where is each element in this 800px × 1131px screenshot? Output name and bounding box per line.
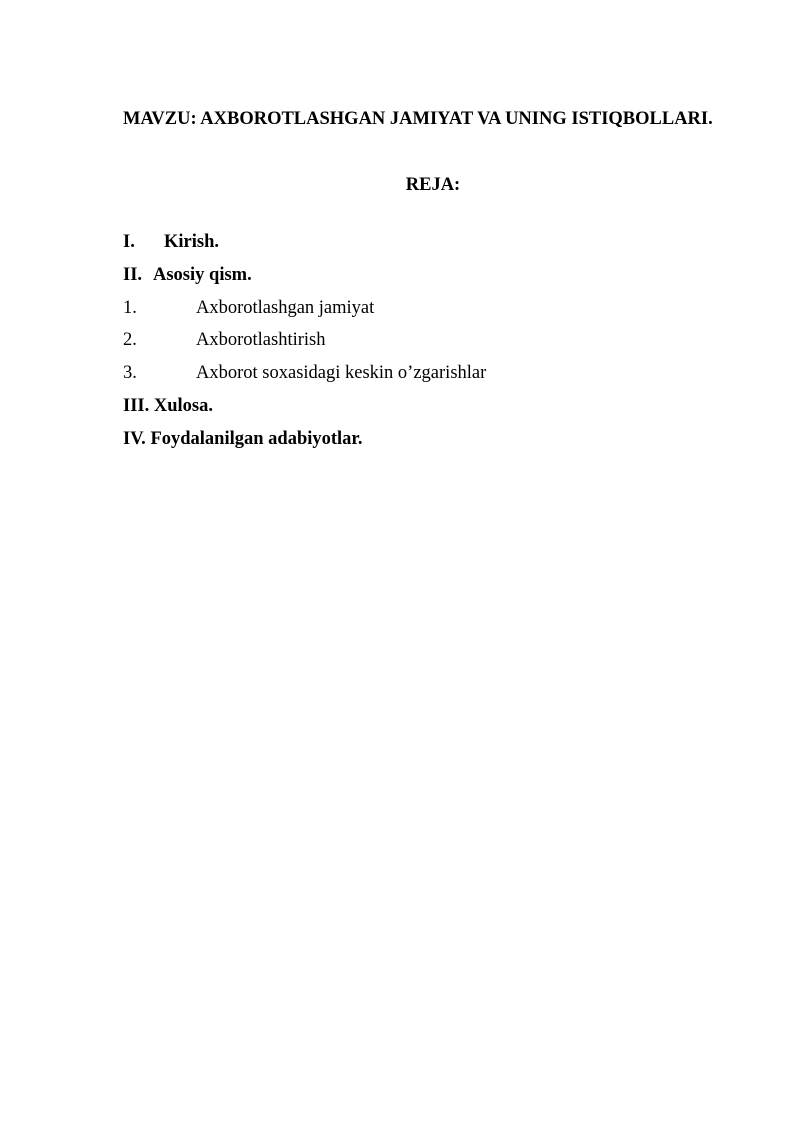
outline-item-references bbox=[123, 427, 723, 460]
outline-number: 2. bbox=[123, 330, 137, 351]
plan-heading: REJA: bbox=[405, 175, 461, 195]
outline-number: 3. bbox=[123, 363, 137, 384]
outline-text: Foydalanilgan adabiyotlar. bbox=[150, 428, 363, 449]
document-title: MAVZU: AXBOROTLASHGAN JAMIYAT VA UNING ISTIQBOLLARI. bbox=[123, 109, 713, 129]
outline-marker: III. bbox=[123, 395, 150, 416]
outline-marker: IV. bbox=[123, 428, 146, 449]
outline-marker: I. bbox=[123, 232, 135, 252]
outline-subitem-1 bbox=[123, 296, 723, 329]
outline-number: 1. bbox=[123, 297, 137, 318]
plan-outline bbox=[123, 230, 723, 460]
outline-subitem-2 bbox=[123, 328, 723, 361]
outline-item-introduction bbox=[123, 230, 723, 263]
outline-text: Axborotlashgan jamiyat bbox=[196, 297, 375, 318]
outline-marker: II. bbox=[123, 264, 143, 285]
outline-text: Asosiy qism. bbox=[153, 264, 252, 285]
outline-item-conclusion bbox=[123, 394, 723, 427]
outline-text: Kirish. bbox=[164, 232, 219, 252]
outline-subitem-3 bbox=[123, 361, 723, 394]
outline-text: Axborot soxasidagi keskin o’zgarishlar bbox=[196, 363, 487, 384]
outline-text: Xulosa. bbox=[153, 395, 213, 416]
outline-item-main-part bbox=[123, 263, 723, 296]
outline-text: Axborotlashtirish bbox=[196, 330, 326, 351]
